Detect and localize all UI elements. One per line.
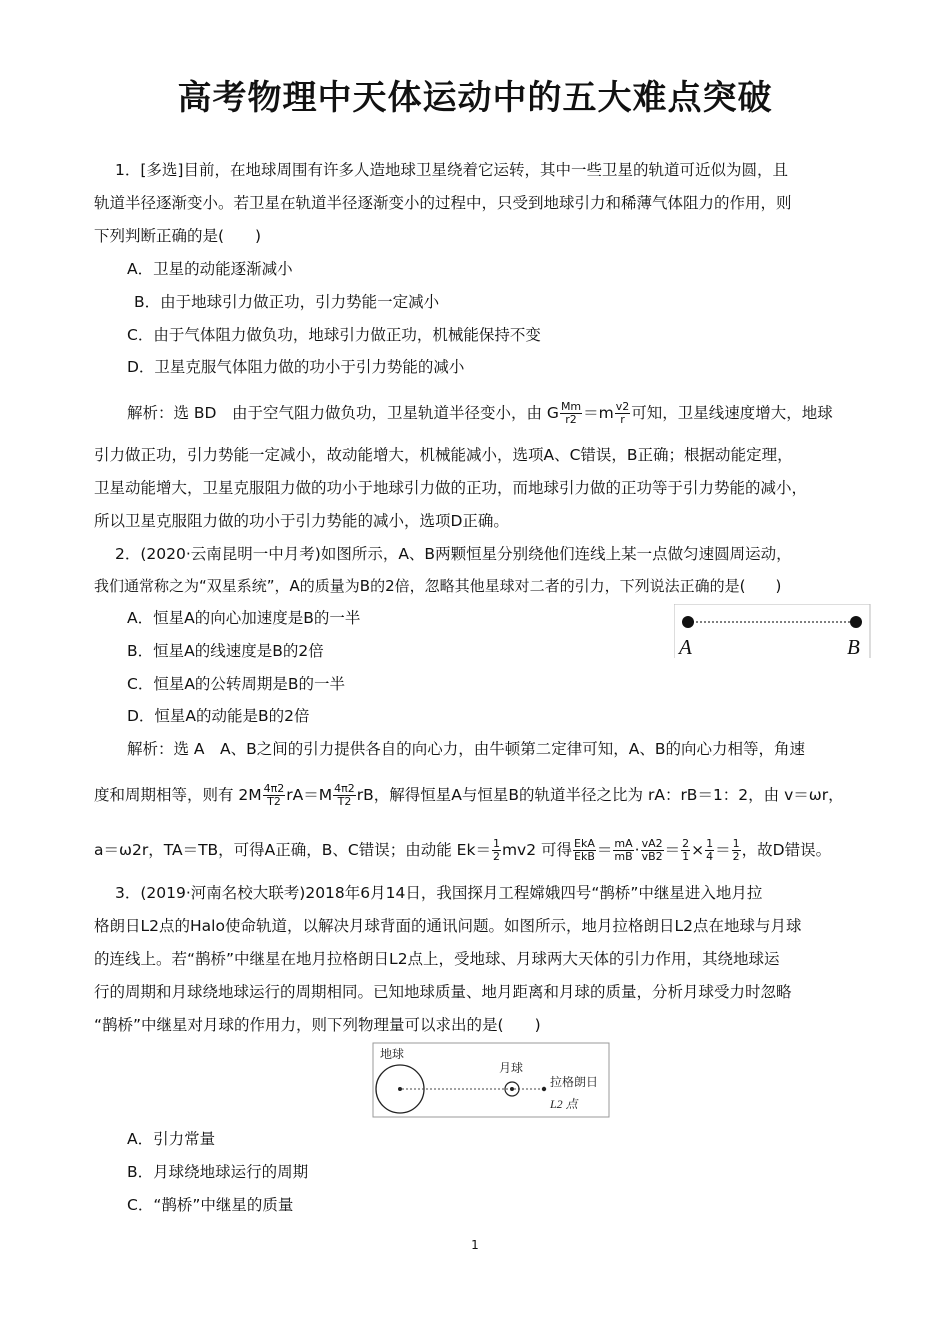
q2-answer-line-1: 解析：选 A A、B之间的引力提供各自的向心力，由牛顿第二定律可知，A、B的向心力相等，角速 <box>127 740 806 758</box>
binary-star-figure <box>674 604 872 662</box>
q2-answer-line-3: a＝ω2r，TA＝TB，可得A正确，B、C错误；由动能 Ek＝ $\frac{1}{2}$ mv2 可得 $\frac{\text{EkA}}{\text{EkB}}$ ＝ $\frac{mA}{mB}$ · $\frac{vA2}{vB2}$ ＝ $\frac{2}{1}$ × $\frac{1}{4}$ ＝ $\frac{1}{2}$ ，故D错误。 <box>94 837 832 863</box>
fraction-ek-ratio: $\frac{\text{EkA}}{\text{EkB}}$ <box>574 837 595 863</box>
q3-stem-line-1: 3．(2019·河南名校大联考)2018年6月14日，我国探月工程嫦娥四号“鹊桥”中继星进入地月拉 <box>115 884 763 902</box>
q3-option-c: C．“鹊桥”中继星的质量 <box>127 1196 294 1214</box>
q1-stem-line-3: 下列判断正确的是( ) <box>94 227 262 245</box>
lagrange-label: 拉格朗日 <box>550 1075 599 1089</box>
q2-option-c: C．恒星A的公转周期是B的一半 <box>127 675 346 693</box>
q3-stem-line-4: 行的周期和月球绕地球运行的周期相同。已知地球质量、地月距离和月球的质量，分析月球受力时忽略 <box>94 983 792 1001</box>
q3-option-b: B．月球绕地球运行的周期 <box>127 1163 309 1181</box>
earth-moon-lagrange-figure <box>372 1042 610 1118</box>
fraction-v2r: $\frac{v2}{r}$ <box>615 400 630 426</box>
fraction-gm: $\frac{Mm}{r2}$ <box>560 400 582 426</box>
q2-stem-line-1: 2．(2020·云南昆明一中月考)如图所示，A、B两颗恒星分别绕他们连线上某一点做匀速圆周运动， <box>115 545 792 563</box>
q1-option-d: D．卫星克服气体阻力做的功小于引力势能的减小 <box>127 358 465 376</box>
fraction-half: $\frac{1}{2}$ <box>492 837 500 863</box>
l2-point-label: L2 点 <box>550 1097 578 1111</box>
star-b-label: B <box>847 635 860 659</box>
earth-label: 地球 <box>380 1047 405 1061</box>
fraction-1-2: $\frac{1}{2}$ <box>732 837 740 863</box>
q2-option-b: B．恒星A的线速度是B的2倍 <box>127 642 324 660</box>
q1-answer-text-a: 解析：选 BD 由于空气阻力做负功，卫星轨道半径变小，由 G <box>127 404 559 422</box>
q2-stem-line-2: 我们通常称之为“双星系统”，A的质量为B的2倍，忽略其他星球对二者的引力，下列说法正确的是( ) <box>94 577 782 595</box>
q1-answer-line-3: 卫星动能增大，卫星克服阻力做的功小于地球引力做的正功，而地球引力做的正功等于引力势能的减小， <box>94 479 808 497</box>
q1-stem-line-2: 轨道半径逐渐变小。若卫星在轨道半径逐渐变小的过程中，只受到地球引力和稀薄气体阻力的作用，则 <box>94 194 792 212</box>
q1-answer-text-b: 可知，卫星线速度增大，地球 <box>631 404 833 422</box>
fraction-m-ratio: $\frac{mA}{mB}$ <box>614 837 633 863</box>
q3-stem-line-5: “鹊桥”中继星对月球的作用力，则下列物理量可以求出的是( ) <box>94 1016 541 1034</box>
q1-answer-line-4: 所以卫星克服阻力做的功小于引力势能的减小，选项D正确。 <box>94 512 509 530</box>
q2-option-d: D．恒星A的动能是B的2倍 <box>127 707 310 725</box>
moon-center <box>510 1087 514 1091</box>
q2-option-a: A．恒星A的向心加速度是B的一半 <box>127 609 361 627</box>
q3-stem-line-2: 格朗日L2点的Halo使命轨道，以解决月球背面的通讯问题。如图所示，地月拉格朗日L2点在地球与月球 <box>94 917 802 935</box>
q1-option-a: A．卫星的动能逐渐减小 <box>127 260 293 278</box>
q1-answer-line-2: 引力做正功，引力势能一定减小，故动能增大，机械能减小，选项A、C错误，B正确；根据动能定理， <box>94 446 793 464</box>
fraction-v-ratio: $\frac{vA2}{vB2}$ <box>641 837 663 863</box>
page-number: 1 <box>471 1238 479 1252</box>
fraction-2-1: $\frac{2}{1}$ <box>682 837 690 863</box>
page-title: 高考物理中天体运动中的五大难点突破 <box>177 78 773 118</box>
fraction-4pi2-t2-a: $\frac{4\pi 2}{T2}$ <box>263 782 285 808</box>
q1-stem-line-1: 1．[多选]目前，在地球周围有许多人造地球卫星绕着它运转，其中一些卫星的轨道可近似为圆，且 <box>115 161 788 179</box>
fraction-1-4: $\frac{1}{4}$ <box>706 837 714 863</box>
q3-stem-line-3: 的连线上。若“鹊桥”中继星在地月拉格朗日L2点上，受地球、月球两大天体的引力作用，其绕地球运 <box>94 950 780 968</box>
fraction-4pi2-t2-b: $\frac{4\pi 2}{T2}$ <box>334 782 355 808</box>
earth-center <box>398 1087 402 1091</box>
star-a-label: A <box>679 635 692 659</box>
moon-label: 月球 <box>499 1061 524 1075</box>
star-b <box>850 616 862 628</box>
q2-answer-line-2: 度和周期相等，则有 2M $\frac{4\pi 2}{T2}$ rA＝M $\frac{4\pi 2}{T2}$ rB，解得恒星A与恒星B的轨道半径之比为 rA：rB＝1：2，由 v＝ωr， <box>94 782 844 808</box>
q1-option-b: B．由于地球引力做正功，引力势能一定减小 <box>134 293 440 311</box>
lagrange-point <box>542 1087 546 1091</box>
star-a <box>682 616 694 628</box>
q1-answer-line-1: 解析：选 BD 由于空气阻力做负功，卫星轨道半径变小，由 G $\frac{Mm}{r2}$ ＝m $\frac{v2}{r}$ 可知，卫星线速度增大，地球 <box>127 400 833 426</box>
q3-option-a: A．引力常量 <box>127 1130 216 1148</box>
q1-option-c: C．由于气体阻力做负功，地球引力做正功，机械能保持不变 <box>127 326 541 344</box>
